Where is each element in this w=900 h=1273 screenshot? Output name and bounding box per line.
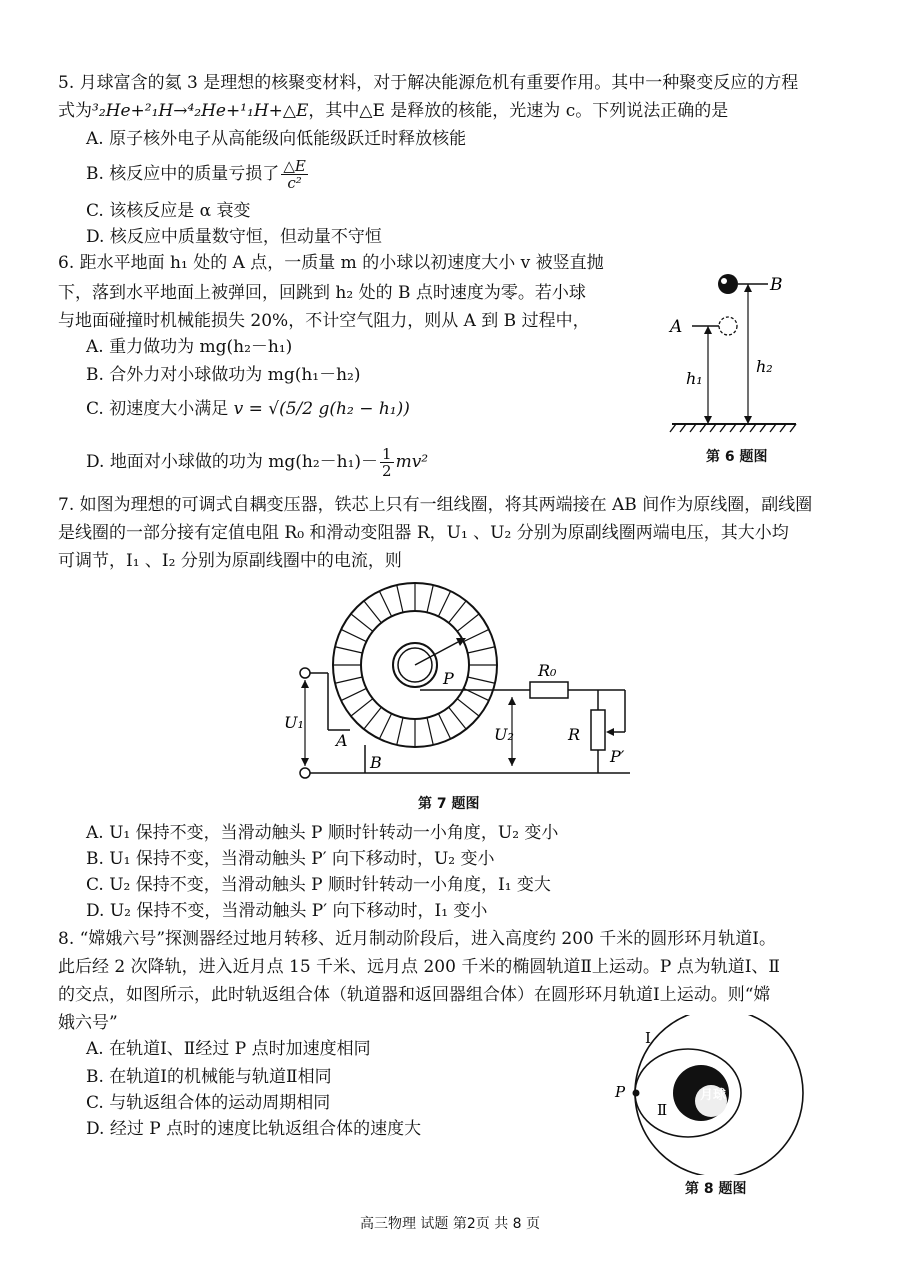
q5-option-b-fraction [281, 158, 308, 191]
q8-stem-line4: 娥六号” [58, 1013, 118, 1033]
q6-option-d-fraction [380, 446, 394, 479]
fig8-label-i: Ⅰ [645, 1029, 651, 1047]
coil-turn [379, 591, 391, 616]
q6-stem-line2: 下，落到水平地面上被弹回，回跳到 h₂ 处的 B 点时速度为零。若小球 [58, 283, 586, 303]
coil-turn [438, 714, 450, 739]
q7-option-d: D. U₂ 保持不变，当滑动触头 P′ 向下移动时，I₁ 变小 [86, 901, 488, 921]
q6-option-c [86, 396, 410, 422]
q8-option-d: D. 经过 P 点时的速度比轨返组合体的速度大 [86, 1119, 422, 1139]
q6-option-c-formula: v = √(5/2 g(h₂ − h₁)) [233, 399, 410, 419]
q6-option-d-suffix: mv² [395, 452, 429, 472]
q7-stem-line3: 可调节，I₁ 、I₂ 分别为原副线圈中的电流，则 [58, 551, 402, 571]
coil-turn [468, 677, 495, 683]
coil-turn [335, 677, 362, 683]
coil-turn [351, 614, 373, 631]
q5-option-c: C. 该核反应是 α 衰变 [86, 201, 251, 221]
fig7-label-b: B [370, 753, 382, 772]
q5-option-d: D. 核反应中质量数守恒，但动量不守恒 [86, 227, 382, 247]
page-footer: 高三物理 试题 第2页 共 8 页 [359, 1216, 541, 1232]
q6-option-c-text: C. 初速度大小满足 [86, 399, 229, 419]
q7-stem-line2: 是线圈的一部分接有定值电阻 R₀ 和滑动变阻器 R，U₁ 、U₂ 分别为原副线圈两端电压，其大小均 [58, 523, 789, 543]
q6-stem-line3: 与地面碰撞时机械能损失 20%，不计空气阻力，则从 A 到 B 过程中， [58, 311, 590, 331]
point-p-icon [633, 1090, 640, 1097]
q8-option-c: C. 与轨返组合体的运动周期相同 [86, 1093, 331, 1113]
q6-frac-den: 2 [382, 462, 392, 480]
resistor-r0 [530, 682, 568, 698]
q8-stem-line3: 的交点，如图所示，此时轨返组合体（轨道器和返回器组合体）在圆形环月轨道Ⅰ上运动。则“嫦 [58, 985, 771, 1005]
q6-option-d-text: D. 地面对小球做的功为 mg(h₂－h₁)－ [86, 452, 379, 472]
fig8-label-moon: 月球 [700, 1088, 727, 1103]
figure-6 [660, 262, 820, 442]
figure-8-caption: 第 8 题图 [685, 1181, 747, 1197]
q6-stem-line1: 6. 距水平地面 h₁ 处的 A 点，一质量 m 的小球以初速度大小 v 被竖直抛 [58, 253, 604, 273]
q5-option-a: A. 原子核外电子从高能级向低能级跃迁时释放核能 [86, 129, 467, 149]
coil-turn [364, 601, 381, 623]
coil-turn [427, 718, 433, 745]
fig6-label-b: B [770, 275, 783, 295]
q5-option-b [86, 158, 310, 191]
fig6-label-h1: h₁ [686, 369, 703, 388]
coil-turn [397, 718, 403, 745]
fig7-label-u1: U₁ [284, 713, 304, 732]
fig7-label-p: P [443, 669, 454, 688]
fig8-label-p: P [615, 1083, 626, 1101]
coil-turn [364, 707, 381, 729]
coil-turn [427, 585, 433, 612]
q6-option-d [86, 446, 428, 479]
q5-prefix: 式为 [58, 101, 92, 121]
fig7-label-a: A [336, 731, 348, 750]
slider-arrow-icon [606, 728, 614, 736]
coil-turn [457, 614, 479, 631]
q5-frac-den: c² [287, 174, 302, 192]
q8-stem-line1: 8. “嫦娥六号”探测器经过地月转移、近月制动阶段后，进入高度约 200 千米的圆形环月轨道Ⅰ。 [58, 929, 776, 949]
coil-turn [468, 647, 495, 653]
coil-turn [341, 688, 366, 700]
coil-turn [449, 707, 466, 729]
q6-option-a: A. 重力做功为 mg(h₂－h₁) [86, 337, 293, 357]
fig6-label-h2: h₂ [756, 357, 773, 376]
coil-turn [438, 591, 450, 616]
figure-7-caption: 第 7 题图 [418, 796, 480, 812]
q5-stem-line1: 5. 月球富含的氦 3 是理想的核聚变材料，对于解决能源危机有重要作用。其中一种聚变反应的方程 [58, 73, 799, 93]
q7-option-c: C. U₂ 保持不变，当滑动触头 P 顺时针转动一小角度，I₁ 变大 [86, 875, 551, 895]
coil-turn [379, 714, 391, 739]
coil-turn [464, 629, 489, 641]
coil-turn [449, 601, 466, 623]
q8-stem-line2: 此后经 2 次降轨，进入近月点 15 千米、远月点 200 千米的椭圆轨道Ⅱ上运动。P 点为轨道Ⅰ、Ⅱ [58, 957, 780, 977]
fig6-label-a: A [670, 317, 683, 337]
q5-option-b-text: B. 核反应中的质量亏损了 [86, 164, 280, 184]
q8-option-b: B. 在轨道Ⅰ的机械能与轨道Ⅱ相同 [86, 1067, 332, 1087]
fig7-label-r: R [568, 725, 581, 744]
q5-stem-line2 [58, 98, 728, 124]
coil-turn [335, 647, 362, 653]
q6-frac-num: 1 [382, 445, 392, 463]
figure-7 [280, 580, 660, 785]
q8-option-a: A. 在轨道Ⅰ、Ⅱ经过 P 点时加速度相同 [86, 1039, 371, 1059]
rheostat-r [591, 710, 605, 750]
coil-turn [351, 699, 373, 716]
figure-6-caption: 第 6 题图 [706, 449, 768, 465]
ball-icon [718, 274, 738, 294]
q6-option-b: B. 合外力对小球做功为 mg(h₁－h₂) [86, 365, 361, 385]
coil-turn [341, 629, 366, 641]
dashed-ball-icon [719, 317, 737, 335]
q5-equation: ³₂He+²₁H→⁴₂He+¹₁H+△E [92, 101, 309, 121]
q7-option-b: B. U₁ 保持不变，当滑动触头 P′ 向下移动时，U₂ 变小 [86, 849, 495, 869]
coil-turn [457, 699, 479, 716]
q5-suffix: ，其中△E 是释放的核能，光速为 c。下列说法正确的是 [308, 101, 729, 121]
fig7-label-pp: P′ [610, 747, 625, 766]
figure-8 [605, 1015, 825, 1175]
fig8-label-ii: Ⅱ [657, 1101, 668, 1119]
q7-option-a: A. U₁ 保持不变，当滑动触头 P 顺时针转动一小角度，U₂ 变小 [86, 823, 559, 843]
q5-frac-num: △E [283, 157, 306, 175]
q7-stem-line1: 7. 如图为理想的可调式自耦变压器，铁芯上只有一组线圈，将其两端接在 AB 间作为原线圈，副线圈 [58, 495, 813, 515]
coil-turn [397, 585, 403, 612]
fig7-label-r0: R₀ [538, 661, 557, 680]
fig7-label-u2: U₂ [494, 725, 514, 744]
